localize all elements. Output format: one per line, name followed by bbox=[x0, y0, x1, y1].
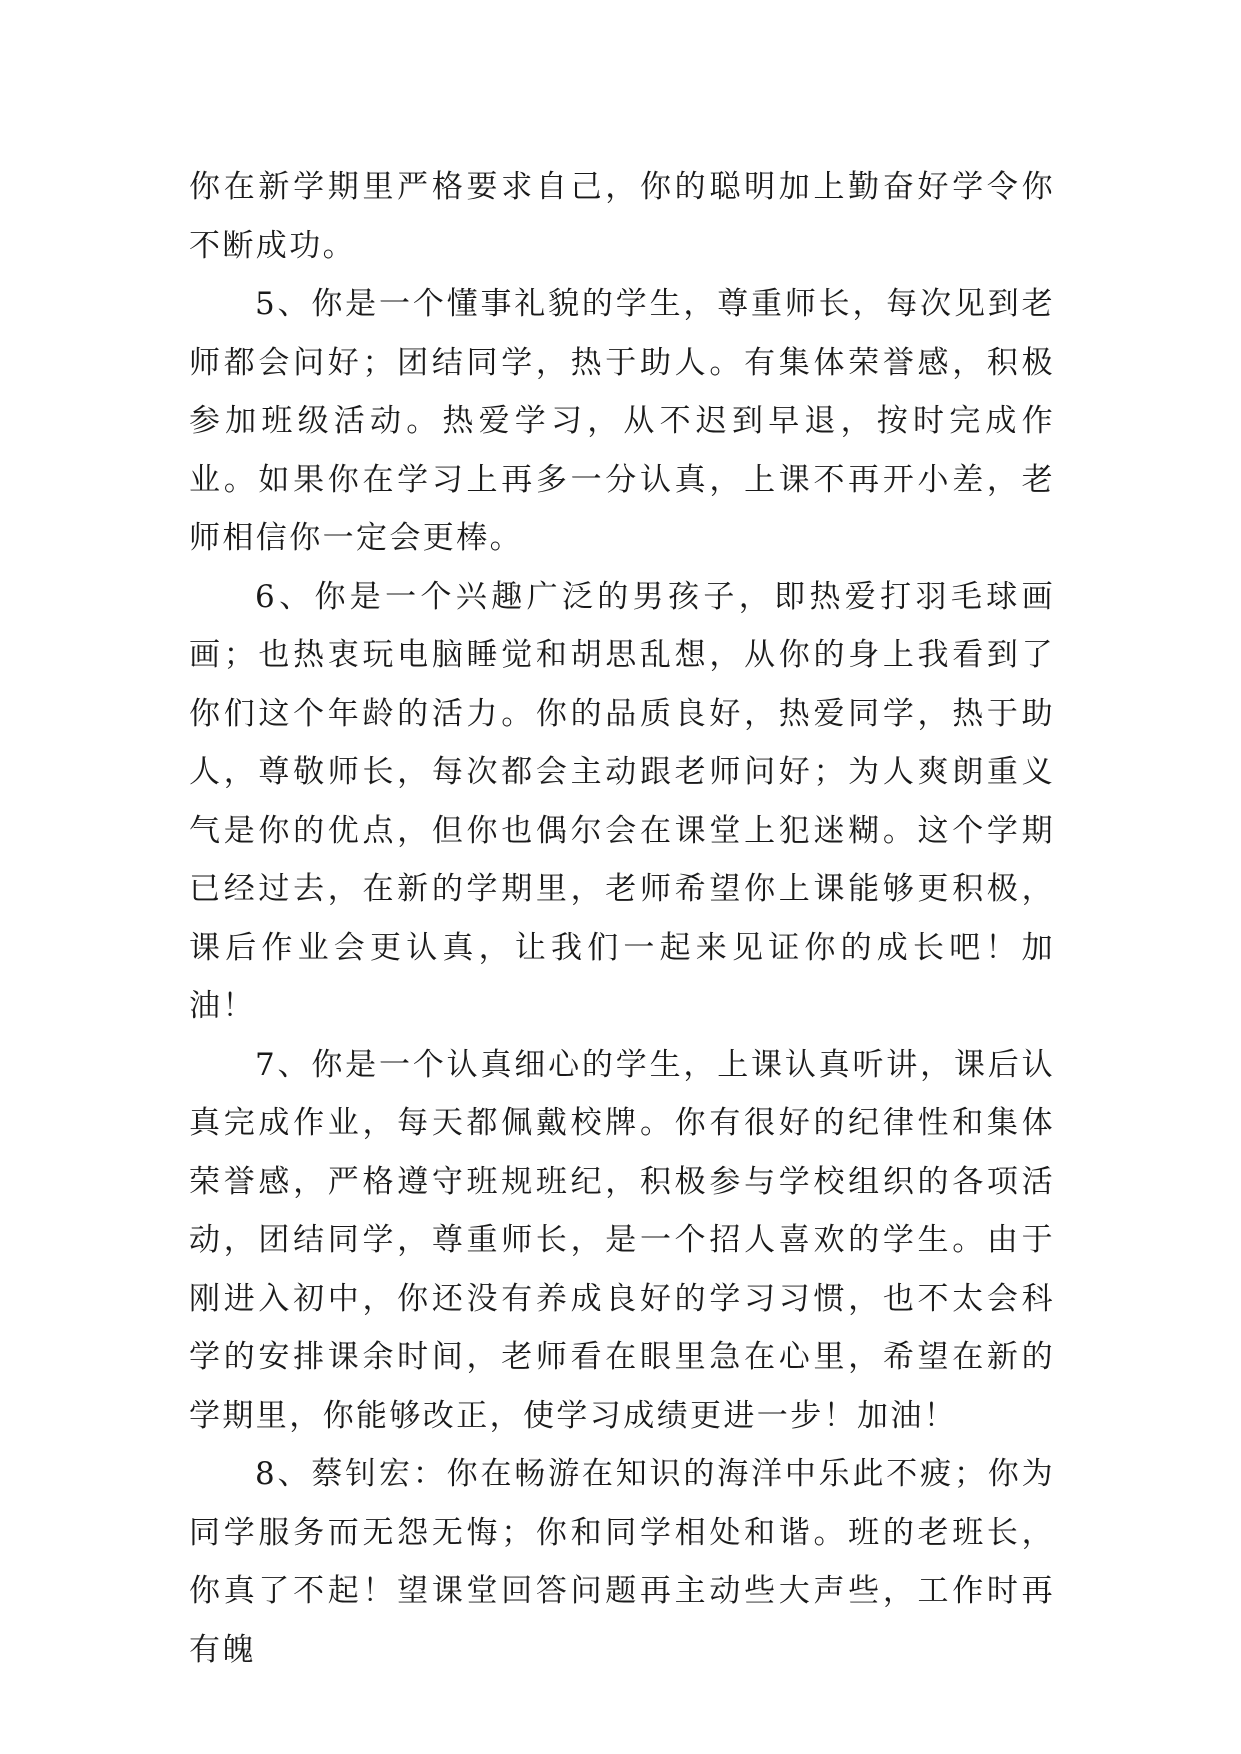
paragraph-comment-5: 5、你是一个懂事礼貌的学生，尊重师长，每次见到老师都会问好；团结同学，热于助人。有集体荣誉感，积极参加班级活动。热爱学习，从不迟到早退，按时完成作业。如果你在学习上再多一分认真，上课不再开小差，老师相信你一定会更棒。 bbox=[189, 286, 1055, 556]
document-body bbox=[189, 158, 1055, 1679]
paragraph-continuation: 你在新学期里严格要求自己，你的聪明加上勤奋好学令你不断成功。 bbox=[189, 169, 1055, 264]
paragraph-comment-6: 6、你是一个兴趣广泛的男孩子，即热爱打羽毛球画画；也热衷玩电脑睡觉和胡思乱想，从你的身上我看到了你们这个年龄的活力。你的品质良好，热爱同学，热于助人，尊敬师长，每次都会主动跟老师问好；为人爽朗重义气是你的优点，但你也偶尔会在课堂上犯迷糊。这个学期已经过去，在新的学期里，老师希望你上课能够更积极，课后作业会更认真，让我们一起来见证你的成长吧！加油！ bbox=[189, 578, 1055, 1024]
paragraph-comment-7: 7、你是一个认真细心的学生，上课认真听讲，课后认真完成作业，每天都佩戴校牌。你有很好的纪律性和集体荣誉感，严格遵守班规班纪，积极参与学校组织的各项活动，团结同学，尊重师长，是一个招人喜欢的学生。由于刚进入初中，你还没有养成良好的学习习惯，也不太会科学的安排课余时间，老师看在眼里急在心里，希望在新的学期里，你能够改正，使学习成绩更进一步！加油！ bbox=[189, 1046, 1055, 1434]
paragraph-comment-8: 8、蔡钊宏：你在畅游在知识的海洋中乐此不疲；你为同学服务而无怨无悔；你和同学相处和谐。班的老班长，你真了不起！望课堂回答问题再主动些大声些，工作时再有魄 bbox=[189, 1456, 1055, 1668]
